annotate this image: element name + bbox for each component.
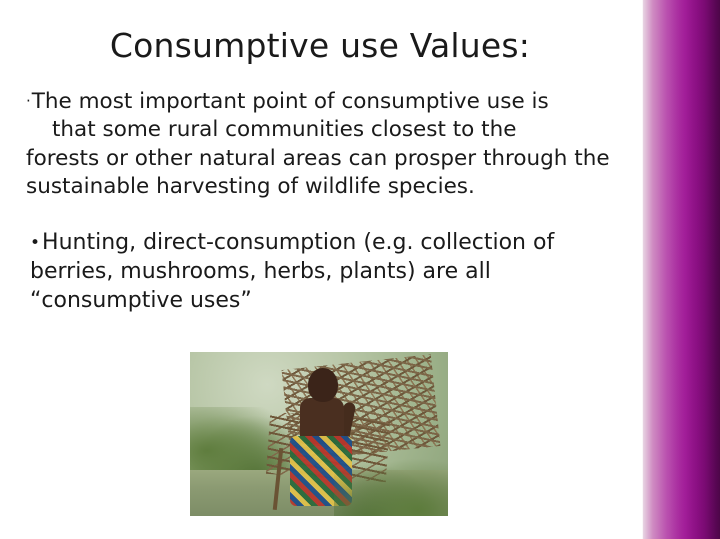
paragraph-2-line-3: “consumptive uses” [30, 287, 252, 313]
bullet-icon: • [30, 232, 41, 253]
paragraph-2-line-2: of berries, mushrooms, herbs, plants) are all [30, 229, 555, 284]
photo-background [190, 352, 448, 516]
paragraph-1-line-3: forests or other natural areas can prosper through [26, 145, 568, 171]
slide-body [26, 88, 626, 315]
paragraph-2 [26, 228, 626, 315]
firewood-photo [190, 352, 448, 516]
person-head [308, 368, 338, 402]
decorative-right-band [640, 0, 720, 539]
paragraph-1 [26, 88, 626, 202]
decorative-right-band-inner [670, 0, 720, 539]
foliage-right [334, 454, 448, 516]
bullet-icon: · [26, 92, 31, 110]
paragraph-2-line-1: Hunting, direct-consumption (e.g. collection [42, 229, 526, 255]
paragraph-1-line-2: that some rural communities closest to the [52, 117, 517, 143]
paragraph-1-line-4: the sustainable harvesting of wildlife species. [26, 145, 610, 200]
page-title: Consumptive use Values: [109, 26, 531, 65]
paragraph-1-line-1: The most important point of consumptive use is [31, 89, 549, 114]
